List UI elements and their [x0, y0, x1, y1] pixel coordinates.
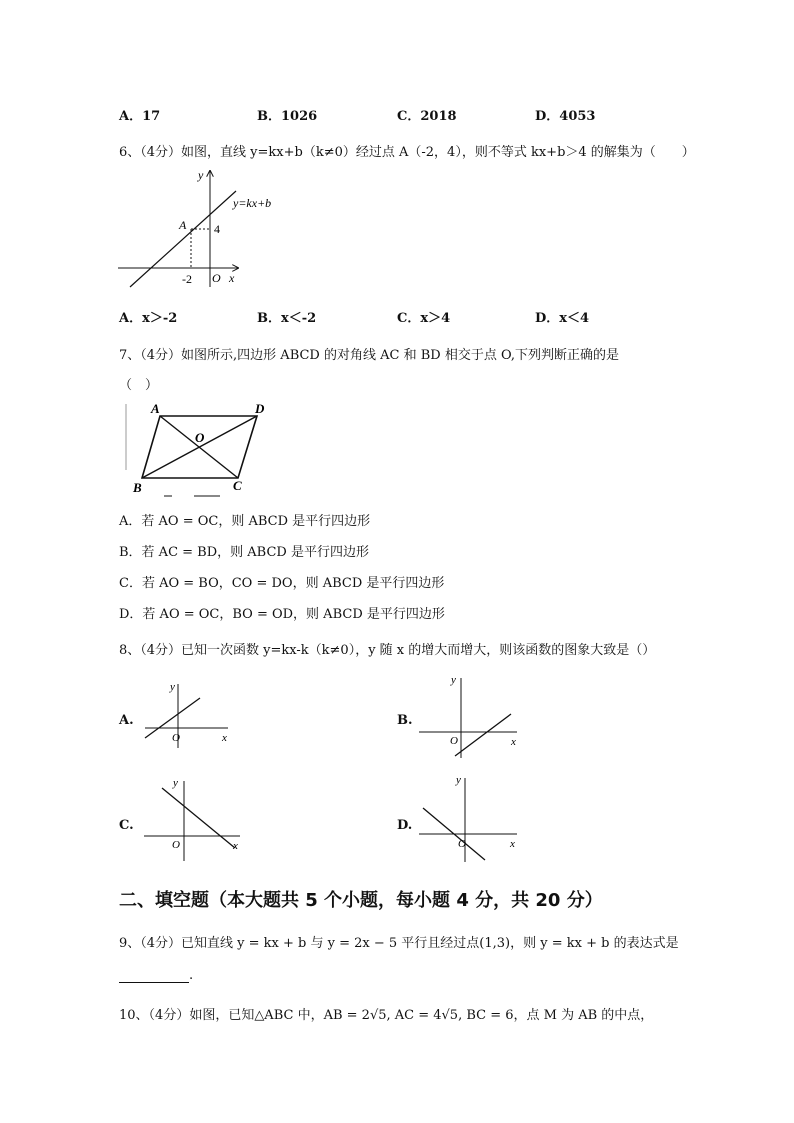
- q9-blank: [119, 970, 189, 983]
- q7-option-d: D．若 AO = OC，BO = OD，则 ABCD 是平行四边形: [119, 607, 445, 622]
- q6-option-b: B．x＜-2: [257, 311, 317, 326]
- q7-option-c: C．若 AO = BO，CO = DO，则 ABCD 是平行四边形: [119, 576, 445, 591]
- q8-label-d: D.: [397, 818, 413, 833]
- q7-label-d: D: [255, 401, 265, 416]
- q6-stem: 6、（4分）如图，直线 y=kx+b（k≠0）经过点 A（-2，4），则不等式 kx+b＞4 的解集为（ ）: [119, 145, 695, 160]
- q6-option-d: D．x＜4: [535, 311, 590, 326]
- q8-label-c: C.: [119, 818, 134, 833]
- q5-option-a: A．17: [119, 109, 161, 124]
- q8-graph-b: [417, 670, 522, 760]
- q8-label-b: B.: [397, 713, 413, 728]
- q8-b-x: x: [511, 736, 516, 748]
- q8-graph-d: [417, 770, 522, 865]
- q8-graph-c: [140, 773, 245, 863]
- q6-option-c: C．x＞4: [397, 311, 451, 326]
- q9-end: .: [189, 968, 194, 983]
- q6-y-tick: 4: [214, 222, 220, 236]
- q5-option-c: C．2018: [397, 109, 457, 124]
- q5-option-b: B．1026: [257, 109, 318, 124]
- q7-option-b: B．若 AC = BD，则 ABCD 是平行四边形: [119, 545, 369, 560]
- q6-figure: [118, 165, 283, 290]
- q8-label-a: A.: [119, 713, 134, 728]
- q9-answer-line: [119, 968, 193, 983]
- q8-graph-a: [140, 676, 235, 751]
- q8-b-o: O: [450, 735, 458, 747]
- q6-origin: O: [212, 271, 221, 285]
- q7-paren: （ ）: [119, 378, 159, 393]
- q7-label-a: A: [151, 401, 160, 416]
- q7-label-o: O: [195, 430, 205, 445]
- q8-a-x: x: [222, 732, 227, 744]
- q9-stem: 9、（4分）已知直线 y = kx + b 与 y = 2x − 5 平行且经过点(1,3)，则 y = kx + b 的表达式是: [119, 936, 679, 951]
- q7-label-b: B: [133, 480, 142, 495]
- q6-line-label: y=kx+b: [233, 196, 272, 210]
- q8-d-o: O: [458, 838, 466, 850]
- q6-y-label: y: [198, 168, 204, 182]
- q8-c-y: y: [173, 777, 178, 789]
- q8-b-line: [455, 714, 511, 756]
- q6-option-a: A．x＞-2: [119, 311, 178, 326]
- q7-diagonal-bd: [142, 416, 257, 478]
- q10-stem: 10、（4分）如图，已知△ABC 中，AB = 2√5, AC = 4√5, BC = 6，点 M 为 AB 的中点，: [119, 1008, 654, 1023]
- q8-a-o: O: [172, 732, 180, 744]
- q7-label-c: C: [233, 478, 242, 493]
- q5-option-d: D．4053: [535, 109, 596, 124]
- q7-figure: [120, 400, 280, 500]
- q8-c-o: O: [172, 839, 180, 851]
- section-title: 二、填空题（本大题共 5 个小题，每小题 4 分，共 20 分）: [119, 890, 603, 911]
- q6-x-tick: -2: [182, 272, 192, 286]
- q8-d-y: y: [456, 774, 461, 786]
- q7-option-a: A．若 AO = OC，则 ABCD 是平行四边形: [119, 514, 371, 529]
- q8-c-x: x: [233, 840, 238, 852]
- q6-point-label: A: [179, 218, 187, 232]
- q8-d-x: x: [510, 838, 515, 850]
- q8-stem: 8、（4分）已知一次函数 y=kx-k（k≠0），y 随 x 的增大而增大，则该函数的图象大致是（）: [119, 643, 656, 658]
- q6-x-label: x: [229, 271, 235, 285]
- q8-a-y: y: [170, 681, 175, 693]
- q7-stem: 7、（4分）如图所示,四边形 ABCD 的对角线 AC 和 BD 相交于点 O,下列判断正确的是: [119, 348, 619, 363]
- q8-b-y: y: [451, 674, 456, 686]
